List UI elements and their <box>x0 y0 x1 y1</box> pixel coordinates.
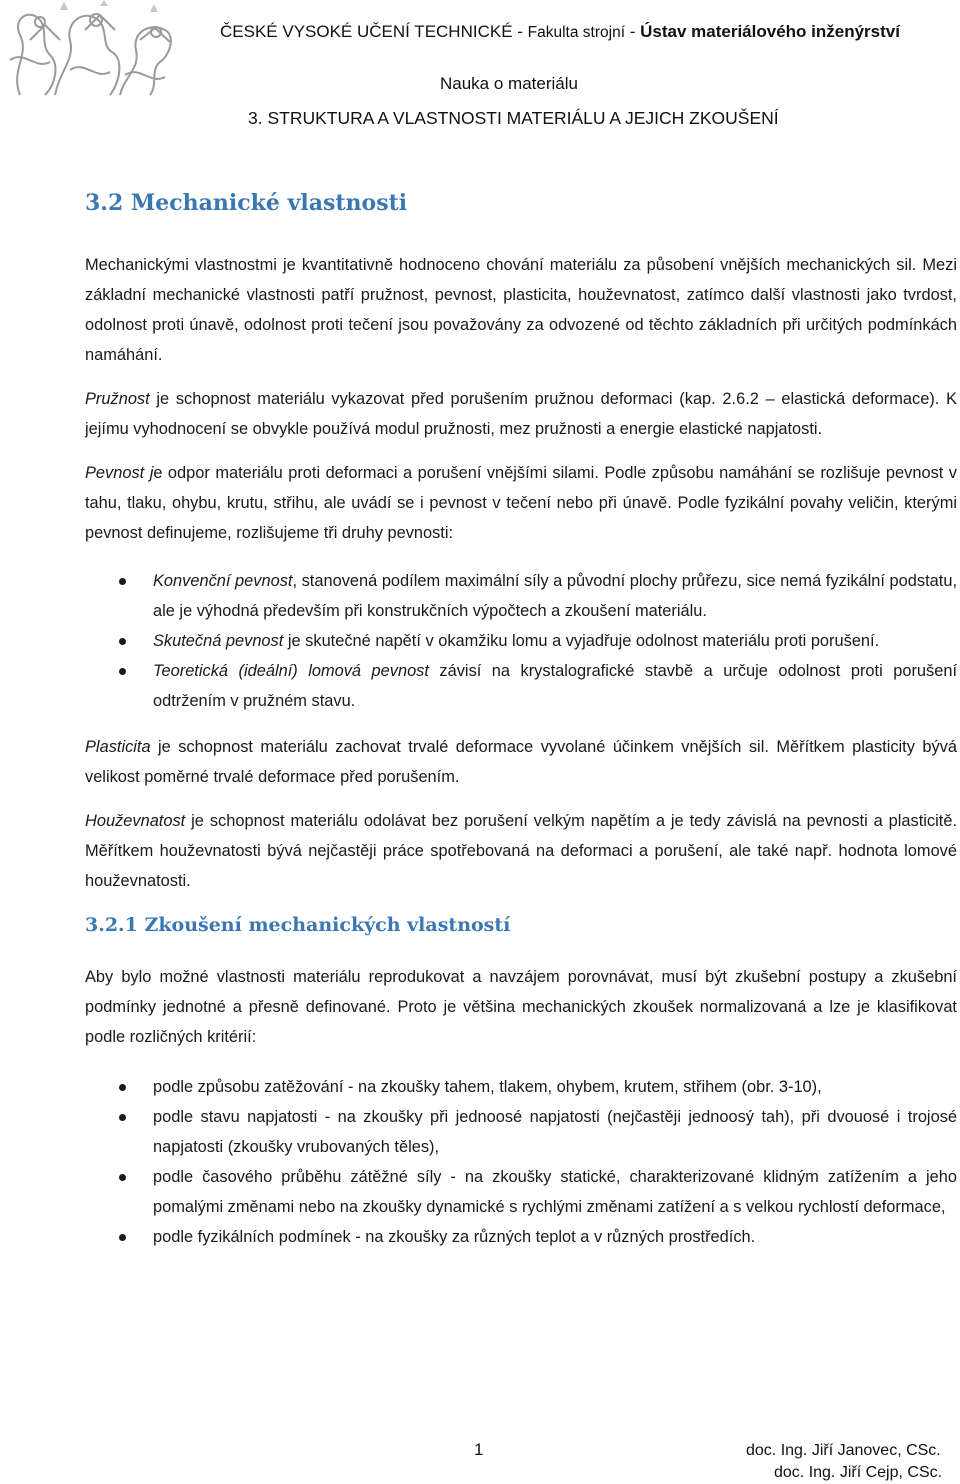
plasticity-paragraph <box>85 732 957 792</box>
header-separator: - <box>512 22 528 41</box>
toughness-text: je schopnost materiálu odolávat bez porušení velkým napětím a je tedy závislá na pevnosti a plasticitě. Měřítkem houževnatosti bývá nejčastěji práce spotřebovaná na deformaci a porušení, ale také např. hodnota lomové houževnatosti. <box>85 812 957 890</box>
list-item <box>85 566 957 626</box>
strength-type-term: Konvenční pevnost <box>153 572 293 590</box>
page-number: 1 <box>474 1440 484 1459</box>
header-institution-line <box>220 22 900 42</box>
list-item: podle fyzikálních podmínek - na zkoušky za různých teplot a v různých prostředích. <box>85 1222 957 1252</box>
footer-author-1: doc. Ing. Jiří Janovec, CSc. <box>746 1442 941 1459</box>
toughness-term: Houževnatost <box>85 812 186 830</box>
strength-type-term: Teoretická (ideální) lomová pevnost <box>153 662 429 680</box>
plasticity-term: Plasticita <box>85 738 151 756</box>
test-criteria-list <box>85 1072 957 1252</box>
document-body <box>85 186 957 1266</box>
list-item <box>85 656 957 716</box>
elasticity-term: Pružnost <box>85 390 150 408</box>
header-course: Nauka o materiálu <box>440 74 578 93</box>
strength-paragraph <box>85 458 957 548</box>
list-item: podle způsobu zatěžování - na zkoušky tahem, tlakem, ohybem, krutem, střihem (obr. 3-10), <box>85 1072 957 1102</box>
section-title: 3.2 Mechanické vlastnosti <box>85 190 408 216</box>
list-item: podle časového průběhu zátěžné síly - na zkoušky statické, charakterizované klidným zatížením a jeho pomalými změnami nebo na zkoušky dynamické s rychlými změnami zatížení a s velkou rychlostí deformace, <box>85 1162 957 1222</box>
section-intro-paragraph: Mechanickými vlastnostmi je kvantitativně hodnoceno chování materiálu za působení vnějších mechanických sil. Mezi základní mechanické vlastnosti patří pružnost, pevnost, plasticita, houževnatost, zatímco další vlastnosti jako tvrdost, odolnost proti únavě, odolnost proti tečení jsou považovány za odvozené od těchto základních při určitých podmínkách namáhání. <box>85 256 957 364</box>
strength-text: e odpor materiálu proti deformaci a porušení vnějšími silami. Podle způsobu namáhání se rozlišuje pevnost v tahu, tlaku, ohybu, krutu, střihu, ale uvádí se i pevnost v tečení nebo při únavě. Podle fyzikální povahy veličin, kterými pevnost definujeme, rozlišujeme tři druhy pevnosti: <box>85 464 958 542</box>
list-item <box>85 626 957 656</box>
strength-type-text: je skutečné napětí v okamžiku lomu a vyjadřuje odolnost materiálu proti porušení. <box>283 632 880 650</box>
header-faculty: Fakulta strojní <box>527 24 626 41</box>
header-institution: ČESKÉ VYSOKÉ UČENÍ TECHNICKÉ <box>220 22 513 41</box>
header-separator: - <box>625 22 641 41</box>
plasticity-text: je schopnost materiálu zachovat trvalé deformace vyvolané účinkem vnějších sil. Měřítkem plasticity bývá velikost poměrné trvalé deformace před porušením. <box>85 738 957 786</box>
university-logo-icon <box>0 0 178 102</box>
header-institute: Ústav materiálového inženýrství <box>640 22 900 41</box>
toughness-paragraph <box>85 806 957 896</box>
elasticity-paragraph <box>85 384 957 444</box>
elasticity-text: je schopnost materiálu vykazovat před porušením pružnou deformaci (kap. 2.6.2 – elastická deformace). K jejímu vyhodnocení se obvykle používá modul pružnosti, mez pružnosti a energie elastické napjatosti. <box>85 390 957 438</box>
subsection-intro-paragraph: Aby bylo možné vlastnosti materiálu reprodukovat a navzájem porovnávat, musí být zkušební postupy a zkušební podmínky jednotné a přesně definované. Proto je většina mechanických zkoušek normalizovaná a lze je klasifikovat podle rozličných kritérií: <box>85 968 957 1046</box>
strength-types-list <box>85 566 957 716</box>
list-item: podle stavu napjatosti - na zkoušky při jednoosé napjatosti (nejčastěji jednoosý tah), při dvouosé i trojosé napjatosti (zkoušky vrubovaných těles), <box>85 1102 957 1162</box>
footer-author-2: doc. Ing. Jiří Cejp, CSc. <box>774 1464 943 1481</box>
header-chapter: 3. STRUKTURA A VLASTNOSTI MATERIÁLU A JEJICH ZKOUŠENÍ <box>248 108 779 128</box>
strength-type-text: , stanovená podílem maximální síly a původní plochy průřezu, sice nemá fyzikální podstatu, ale je výhodná především při konstrukčních výpočtech a zkoušení materiálu. <box>153 572 957 620</box>
strength-type-term: Skutečná pevnost <box>153 632 284 650</box>
strength-term: Pevnost j <box>85 464 154 482</box>
subsection-title: 3.2.1 Zkoušení mechanických vlastností <box>85 914 511 936</box>
strength-type-text: závisí na krystalografické stavbě a určuje odolnost proti porušení odtržením v pružném stavu. <box>153 662 957 710</box>
